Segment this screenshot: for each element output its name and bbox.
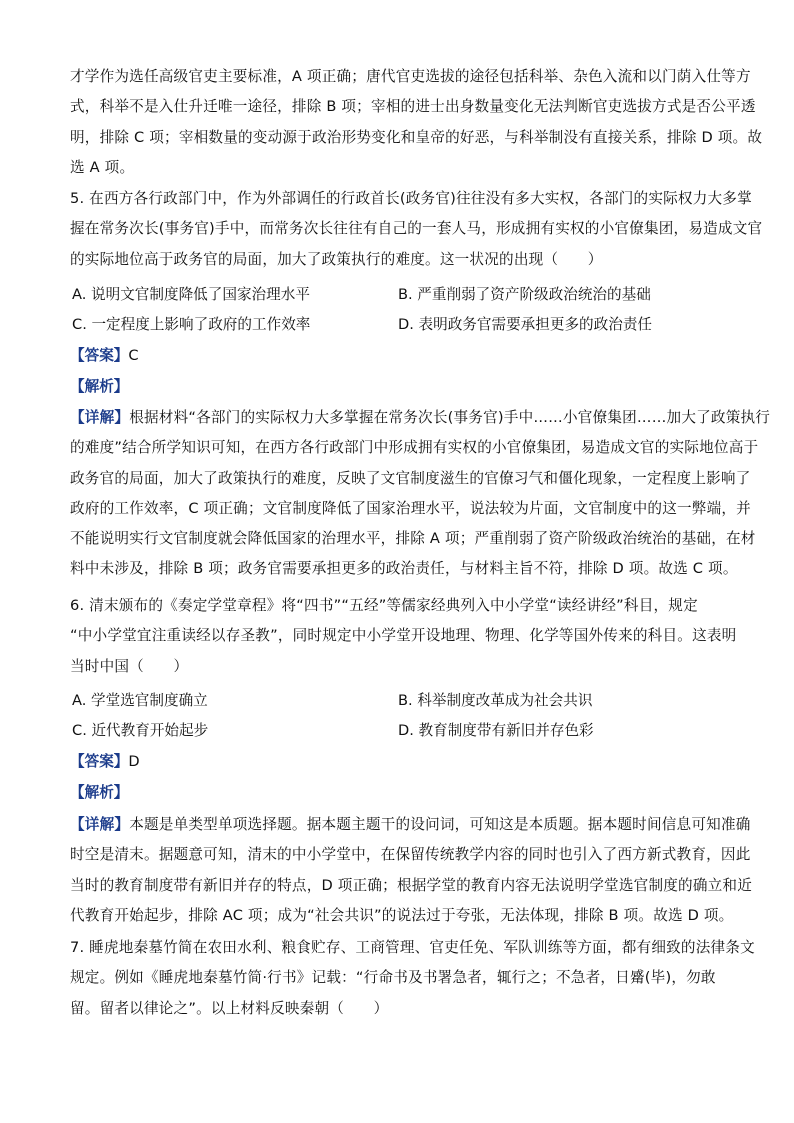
question-5-options-row-1 <box>70 280 722 310</box>
question-5-answer <box>70 341 139 371</box>
text-line: 7. 睡虎地秦墓竹简在农田水利、粮食贮存、工商管理、官吏任免、军队训练等方面，都有细致的法律条文 <box>70 939 755 956</box>
answer-value: C <box>128 347 139 364</box>
text-line: 才学作为选任高级官吏主要标准，A 项正确；唐代官吏选拔的途径包括科举、杂色入流和以门荫入仕等方 <box>70 68 751 85</box>
answer-label: 【答案】 <box>70 753 129 770</box>
text-line: 不能说明实行文官制度就会降低国家的治理水平，排除 A 项；严重削弱了资产阶级政治统治的基础，在材 <box>70 530 756 548</box>
question-5-options-row-2 <box>70 310 722 340</box>
detail-text: 根据材料“各部门的实际权力大多掌握在常务次长(事务官)手中……小官僚集团……加大了政策执行 <box>129 409 771 426</box>
question-6-analysis-label <box>70 778 128 808</box>
text-line: 时空是清末。据题意可知，清末的中小学堂中，在保留传统教学内容的同时也引入了西方新式教育，因此 <box>70 846 751 864</box>
option-a: A. 学堂选官制度确立 <box>72 692 208 709</box>
question-6-options-row-2 <box>70 716 722 746</box>
question-6-stem <box>70 591 737 682</box>
detail-label: 【详解】 <box>70 816 130 833</box>
question-5-detail <box>70 403 771 585</box>
answer-value: D <box>128 753 140 770</box>
text-line: 5. 在西方各行政部门中，作为外部调任的行政首长(政务官)往往没有多大实权，各部门的实际权力大多掌 <box>70 190 752 207</box>
text-line <box>70 810 751 840</box>
detail-label: 【详解】 <box>70 409 130 426</box>
question-6-detail <box>70 810 752 931</box>
text-line: 当时中国（ ） <box>70 657 189 675</box>
text-line: 的实际地位高于政务官的局面，加大了政策执行的难度。这一状况的出现（ ） <box>70 250 603 268</box>
text-line: 代教育开始起步，排除 AC 项；成为“社会共识”的说法过于夸张，无法体现，排除 B 项。故选 D 项。 <box>70 906 734 924</box>
option-d: D. 表明政务官需要承担更多的政治责任 <box>398 316 653 333</box>
option-b: B. 严重削弱了资产阶级政治统治的基础 <box>398 286 651 303</box>
text-line: 明，排除 C 项；宰相数量的变动源于政治形势变化和皇帝的好恶，与科举制没有直接关系，排除 D 项。故 <box>70 128 763 146</box>
option-c: C. 一定程度上影响了政府的工作效率 <box>72 316 311 333</box>
text-line: 选 A 项。 <box>70 158 135 176</box>
text-line: 规定。例如《睡虎地秦墓竹简·行书》记载：“行命书及书署急者，辄行之；不急者，日觱(毕)，勿敢 <box>70 969 716 987</box>
q4-analysis-tail <box>70 62 763 183</box>
text-line: 6. 清末颁布的《奏定学堂章程》将“四书”“五经”等儒家经典列入中小学堂“读经讲经”科目，规定 <box>70 597 698 614</box>
question-5-analysis-label <box>70 372 128 402</box>
answer-label: 【答案】 <box>70 347 129 364</box>
question-6-answer <box>70 747 140 777</box>
text-line: 当时的教育制度带有新旧并存的特点，D 项正确；根据学堂的教育内容无法说明学堂选官制度的确立和近 <box>70 876 752 894</box>
text-line: “中小学堂宜注重读经以存圣教”，同时规定中小学堂开设地理、物理、化学等国外传来的科目。这表明 <box>70 627 737 645</box>
option-d: D. 教育制度带有新旧并存色彩 <box>398 722 594 739</box>
text-line <box>70 403 771 433</box>
text-line: 政府的工作效率，C 项正确；文官制度降低了国家治理水平，说法较为片面，文官制度中的这一弊端，并 <box>70 499 751 517</box>
analysis-label: 【解析】 <box>70 378 129 395</box>
text-line: 政务官的局面，加大了政策执行的难度，反映了文官制度滋生的官僚习气和僵化现象，一定程度上影响了 <box>70 469 751 487</box>
text-line: 的难度”结合所学知识可知，在西方各行政部门中形成拥有实权的小官僚集团，易造成文官的实际地位高于 <box>70 439 759 457</box>
question-5-stem <box>70 184 763 275</box>
question-7-stem <box>70 933 755 1024</box>
text-line: 料中未涉及，排除 B 项；政务官需要承担更多的政治责任，与材料主旨不符，排除 D 项。故选 C 项。 <box>70 560 738 578</box>
analysis-label: 【解析】 <box>70 784 129 801</box>
detail-text: 本题是单类型单项选择题。据本题主题干的设问词，可知这是本质题。据本题时间信息可知准确 <box>129 816 751 833</box>
option-a: A. 说明文官制度降低了国家治理水平 <box>72 286 310 303</box>
option-c: C. 近代教育开始起步 <box>72 722 209 739</box>
text-line: 留。留者以律论之”。以上材料反映秦朝（ ） <box>70 999 389 1017</box>
text-line: 握在常务次长(事务官)手中，而常务次长往往有自己的一套人马，形成拥有实权的小官僚集团，易造成文官 <box>70 220 763 238</box>
text-line: 式，科举不是入仕升迁唯一途径，排除 B 项；宰相的进士出身数量变化无法判断官吏选拔方式是否公平透 <box>70 98 756 116</box>
option-b: B. 科举制度改革成为社会共识 <box>398 692 593 709</box>
question-6-options-row-1 <box>70 686 722 716</box>
